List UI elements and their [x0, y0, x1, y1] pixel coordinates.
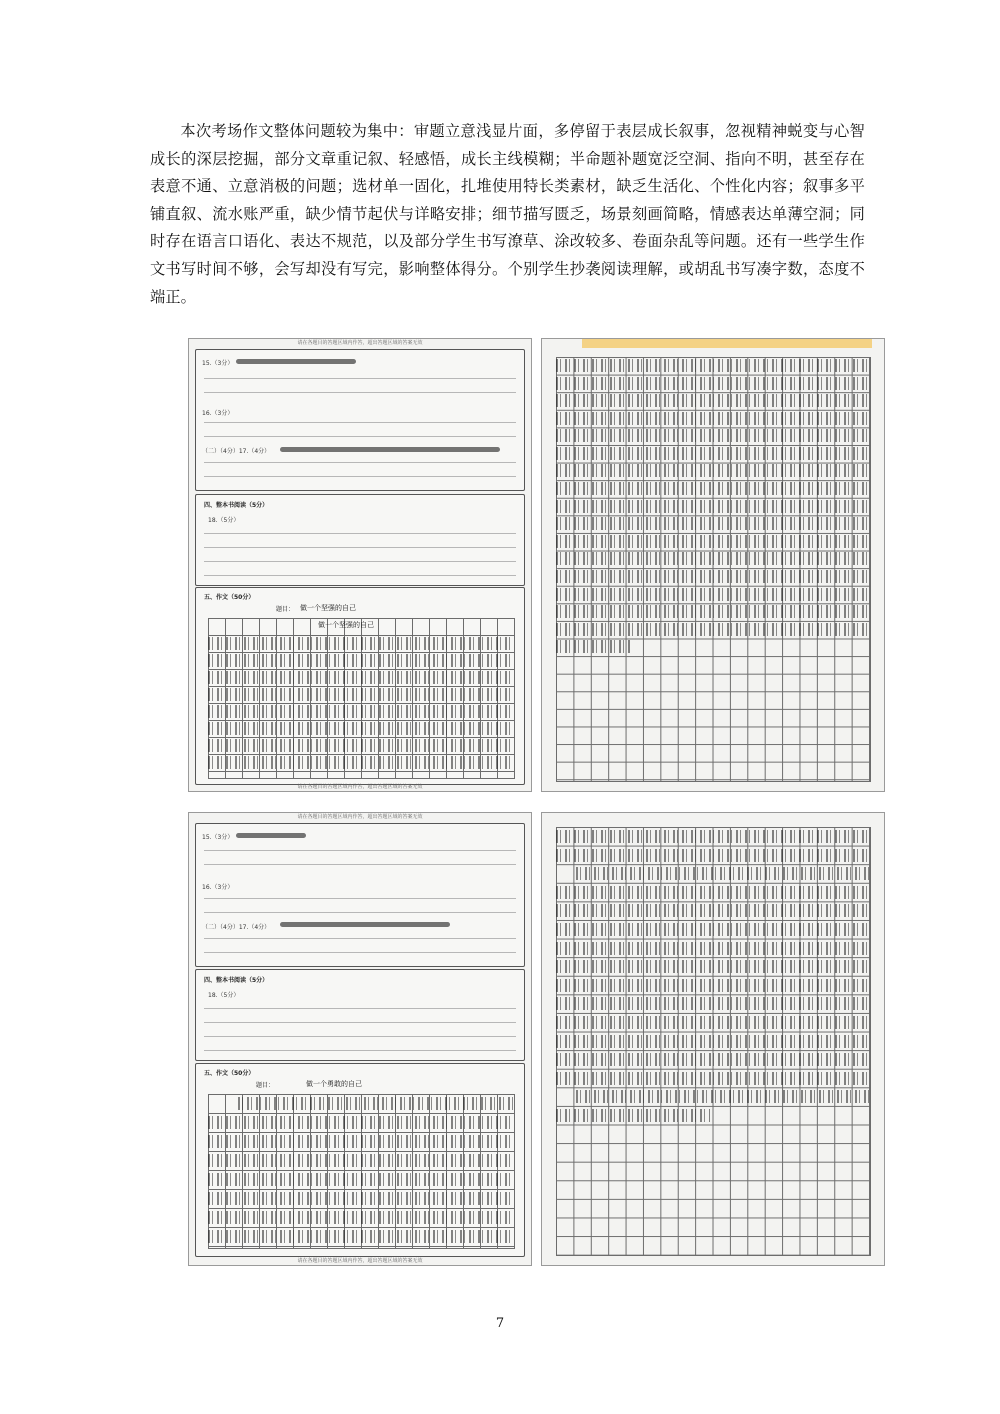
section-4-title: 四、整本书阅读（5分）	[204, 502, 269, 509]
essay-title-line: 做一个坚强的自己	[318, 621, 374, 629]
essay-box	[195, 587, 525, 785]
q18-label: 18.（5分）	[208, 517, 240, 524]
answer-sheet-scan-1-left	[188, 338, 532, 792]
sheet-footer: 请在各题目的答题区域内作答，超出答题区域的答案无效	[297, 1258, 423, 1264]
essay-topic-label: 题目：	[276, 606, 295, 613]
q15-label: 15.（3分）	[202, 834, 234, 841]
answer-sheet-scan-2-left	[188, 812, 532, 1266]
answer-sheet-scan-1-right	[541, 338, 885, 792]
sheet-header: 请在各题目的答题区域内作答，超出答题区域的答案无效	[297, 814, 423, 820]
essay-topic-text: 做一个坚强的自己	[300, 604, 356, 612]
q18-label: 18.（5分）	[208, 992, 240, 999]
essay-grid	[208, 1094, 515, 1249]
reading-box	[195, 494, 525, 586]
essay-continuation-grid	[556, 827, 871, 1256]
reading-box	[195, 969, 525, 1061]
essay-topic-text: 做一个勇敢的自己	[306, 1080, 362, 1088]
q17-label: （二）（4分）17.（4分）	[202, 924, 271, 931]
q16-label: 16.（3分）	[202, 410, 234, 417]
question-box-15-17	[195, 349, 525, 491]
essay-grid	[208, 618, 515, 779]
essay-topic-label: 题目：	[256, 1082, 275, 1089]
sheet-header: 请在各题目的答题区域内作答，超出答题区域的答案无效	[297, 340, 423, 346]
q15-label: 15.（3分）	[202, 360, 234, 367]
sheet-footer: 请在各题目的答题区域内作答，超出答题区域的答案无效	[297, 784, 423, 790]
question-box-15-17	[195, 823, 525, 967]
section-5-title: 五、作文（50分）	[204, 594, 255, 601]
q17-label: （二）（4分）17.（4分）	[202, 448, 271, 455]
section-5-title: 五、作文（50分）	[204, 1070, 255, 1077]
q16-label: 16.（3分）	[202, 884, 234, 891]
handwritten-answer	[280, 922, 450, 927]
handwritten-answer	[236, 833, 306, 838]
essay-continuation-grid	[556, 357, 871, 782]
handwritten-answer	[236, 359, 356, 364]
handwritten-answer	[280, 447, 500, 452]
section-4-title: 四、整本书阅读（5分）	[204, 977, 269, 984]
essay-box	[195, 1063, 525, 1257]
report-paragraph: 本次考场作文整体问题较为集中：审题立意浅显片面，多停留于表层成长叙事，忽视精神蜕变与心智成长的深层挖掘，部分文章重记叙、轻感悟，成长主线模糊；半命题补题宽泛空洞、指向不明，甚至存在表意不通、立意消极的问题；选材单一固化，扎堆使用特长类素材，缺乏生活化、个性化内容；叙事多平铺直叙、流水账严重，缺少情节起伏与详略安排；细节描写匮乏，场景刻画简略，情感表达单薄空洞；同时存在语言口语化、表达不规范，以及部分学生书写潦草、涂改较多、卷面杂乱等问题。还有一些学生作文书写时间不够，会写却没有写完，影响整体得分。个别学生抄袭阅读理解，或胡乱书写凑字数，态度不端正。	[150, 122, 865, 306]
page-number: 7	[495, 1316, 505, 1331]
highlight-banner	[582, 339, 872, 348]
answer-sheet-scan-2-right	[541, 812, 885, 1266]
